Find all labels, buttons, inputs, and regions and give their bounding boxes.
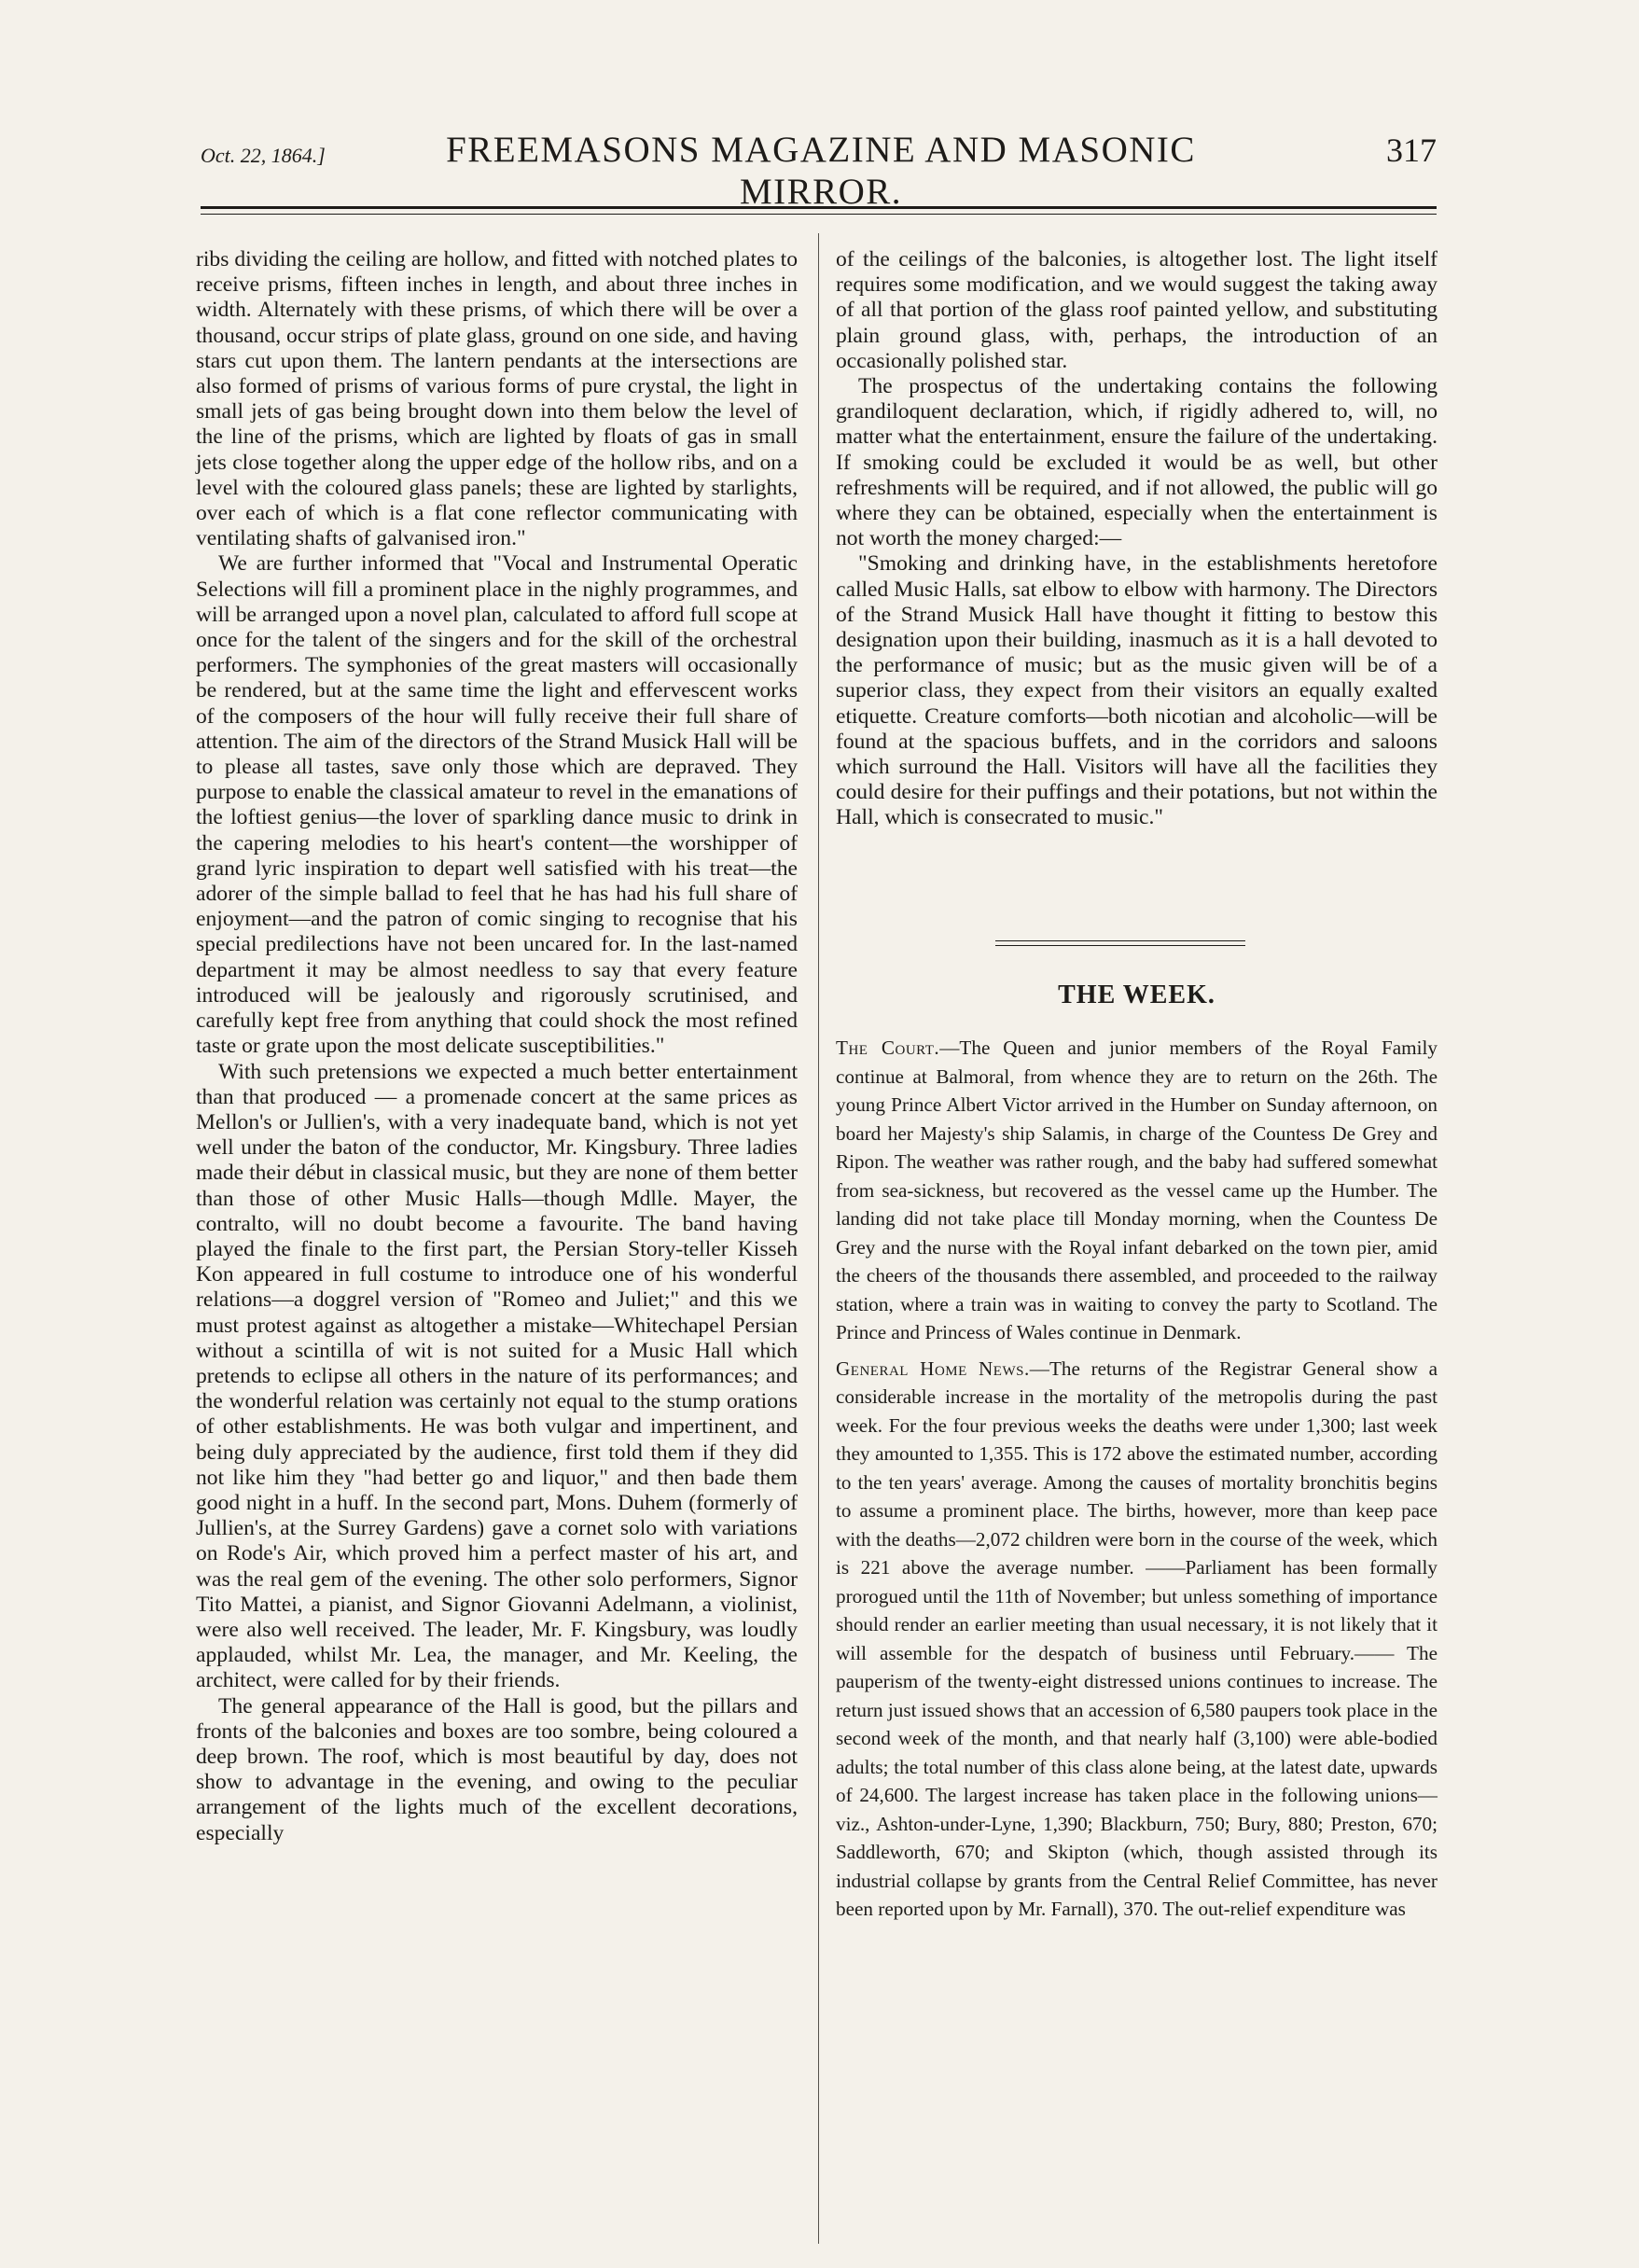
section-rule-top — [995, 940, 1245, 941]
paragraph: ribs dividing the ceiling are hollow, and fitted with notched plates to receive prisms, fifteen inches in length, and about three inches in width. Alternately with these prisms, of which there will be over a thousand, occur strips of plate glass, ground on one side, and having stars cut upon them. The lantern pendants at the intersections are also formed of prisms of various forms of pure crystal, the light in small jets of gas being brought down into them below the level of the line of the prisms, which are lighted by floats of gas in small jets close together along the upper edge of the hollow ribs, and on a level with the coloured glass panels; these are lighted by starlights, over each of which is a flat cone reflector communicating with ventilating shafts of galvanised iron." — [196, 247, 798, 551]
court-news-paragraph — [836, 1034, 1438, 1347]
right-column-top — [836, 247, 1438, 831]
left-column — [196, 247, 798, 1846]
paragraph: The general appearance of the Hall is good, but the pillars and fronts of the balconies and boxes are too sombre, being coloured a deep brown. The roof, which is most beautiful by day, does not show to advantage in the evening, and owing to the peculiar arrangement of the lights much of the excellent decorations, especially — [196, 1693, 798, 1845]
week-section — [836, 1034, 1438, 1924]
header-rule-thick — [201, 206, 1437, 209]
section-heading: THE WEEK. — [1058, 981, 1215, 1009]
page-header — [201, 129, 1437, 212]
home-news-paragraph — [836, 1355, 1438, 1924]
quoted-paragraph: "Smoking and drinking have, in the establishments heretofore called Music Halls, sat elbow to elbow with harmony. The Directors of the Strand Musick Hall have thought it fitting to bestow this designation upon their building, inasmuch as it is a hall devoted to the performance of music; but as the music given will be of a superior class, they expect from their visitors an equally exalted etiquette. Creature comforts—both nicotian and alcoholic—will be found at the spacious buffets, and in the corridors and saloons which surround the Hall. Visitors will have all the facilities they could desire for their puffings and their potations, but not within the Hall, which is consecrated to music." — [836, 551, 1438, 830]
header-rule-thin — [201, 214, 1437, 215]
paragraph: of the ceilings of the balconies, is altogether lost. The light itself requires some modification, and we would suggest the taking away of all that portion of the glass roof painted yellow, and substituting plain ground glass, with, perhaps, the introduction of an occasionally polished star. — [836, 247, 1438, 373]
section-rule-bottom — [995, 945, 1245, 946]
court-news-lead: The Court. — [836, 1037, 940, 1059]
court-news-text: —The Queen and junior members of the Royal Family continue at Balmoral, from whence they are to return on the 26th. The young Prince Albert Victor arrived in the Humber on Sunday afternoon, on board her Majesty's ship Salamis, in charge of the Countess De Grey and Ripon. The weather was rather rough, and the baby had suffered somewhat from sea-sickness, but recovered as the vessel came up the Humber. The landing did not take place till Monday morning, when the Countess De Grey and the nurse with the Royal infant debarked on the town pier, amid the cheers of the thousands there assembled, and proceeded to the railway station, where a train was in waiting to convey the party to Scotland. The Prince and Princess of Wales continue in Denmark. — [836, 1037, 1438, 1343]
page-number: 317 — [1386, 132, 1437, 169]
publication-title: FREEMASONS MAGAZINE AND MASONIC MIRROR. — [446, 130, 1196, 212]
column-divider — [818, 233, 819, 2244]
header-date: Oct. 22, 1864.] — [201, 144, 326, 167]
home-news-lead: General Home News. — [836, 1357, 1030, 1380]
home-news-text: —The returns of the Registrar General show a considerable increase in the mortality of the metropolis during the past week. For the four previous weeks the deaths were under 1,300; last week they amounted to 1,355. This is 172 above the estimated number, according to the ten years' average. Among the causes of mortality bronchitis begins to assume a prominent place. The births, however, more than keep pace with the deaths—2,072 children were born in the course of the week, which is 221 above the average number. ——Parliament has been formally prorogued until the 11th of November; but unless something of importance should render an earlier meeting than usual necessary, it is not likely that it will assemble for the despatch of business until February.—— The pauperism of the twenty-eight distressed unions continues to increase. The return just issued shows that an accession of 6,580 paupers took place in the second week of the month, and that nearly half (3,100) were able-bodied adults; the total number of this class alone being, at the latest date, upwards of 24,600. The largest increase has taken place in the following unions—viz., Ashton-under-Lyne, 1,390; Blackburn, 750; Bury, 880; Preston, 670; Saddleworth, 670; and Skipton (which, though assisted through its industrial collapse by grants from the Central Relief Committee, has never been reported upon by Mr. Farnall), 370. The out-relief expenditure was — [836, 1357, 1438, 1920]
paragraph: We are further informed that "Vocal and Instrumental Operatic Selections will fill a prominent place in the nighly programmes, and will be arranged upon a novel plan, calculated to afford full scope at once for the talent of the singers and for the skill of the orchestral performers. The symphonies of the great masters will occasionally be rendered, but at the same time the light and effervescent works of the composers of the hour will fully receive their full share of attention. The aim of the directors of the Strand Musick Hall will be to please all tastes, save only those which are depraved. They purpose to enable the classical amateur to revel in the emanations of the loftiest genius—the lover of sparkling dance music to drink in the capering melodies to his heart's content—the worshipper of grand lyric inspiration to depart well satisfied with his treat—the adorer of the simple ballad to feel that he has had his full share of enjoyment—and the patron of comic singing to recognise that his special predilections have not been uncared for. In the last-named department it may be almost needless to say that every feature introduced will be jealously and rigorously scrutinised, and carefully kept free from anything that could shock the most refined taste or grate upon the most delicate susceptibilities." — [196, 551, 798, 1059]
paragraph: With such pretensions we expected a much better entertainment than that produced — a promenade concert at the same prices as Mellon's or Jullien's, with a very inadequate band, which is not yet well under the baton of the conductor, Mr. Kingsbury. Three ladies made their début in classical music, but they are none of them better than those of other Music Halls—though Mdlle. Mayer, the contralto, will no doubt become a favourite. The band having played the finale to the first part, the Persian Story-teller Kisseh Kon appeared in full costume to introduce one of his wonderful relations—a doggrel version of "Romeo and Juliet;" and this we must protest against as altogether a mistake—Whitechapel Persian without a scintilla of wit is not suited for a Music Hall which pretends to eclipse all others in the nature of its performances; and the wonderful relation was certainly not equal to the stump orations of other establishments. He was both vulgar and impertinent, and being duly appreciated by the audience, first told them if they did not like him they "had better go and liquor," and then bade them good night in a huff. In the second part, Mons. Duhem (formerly of Jullien's, at the Surrey Gardens) gave a cornet solo with variations on Rode's Air, which proved him a perfect master of his art, and was the real gem of the evening. The other solo performers, Signor Tito Mattei, a pianist, and Signor Giovanni Adelmann, a violinist, were also well received. The leader, Mr. F. Kingsbury, was loudly applauded, whilst Mr. Lea, the manager, and Mr. Keeling, the architect, were called for by their friends. — [196, 1059, 798, 1693]
paragraph: The prospectus of the undertaking contains the following grandiloquent declaration, which, if rigidly adhered to, will, no matter what the entertainment, ensure the failure of the undertaking. If smoking could be excluded it would be as well, but other refreshments will be required, and if not allowed, the public will go where they can be obtained, especially when the entertainment is not worth the money charged:— — [836, 374, 1438, 551]
